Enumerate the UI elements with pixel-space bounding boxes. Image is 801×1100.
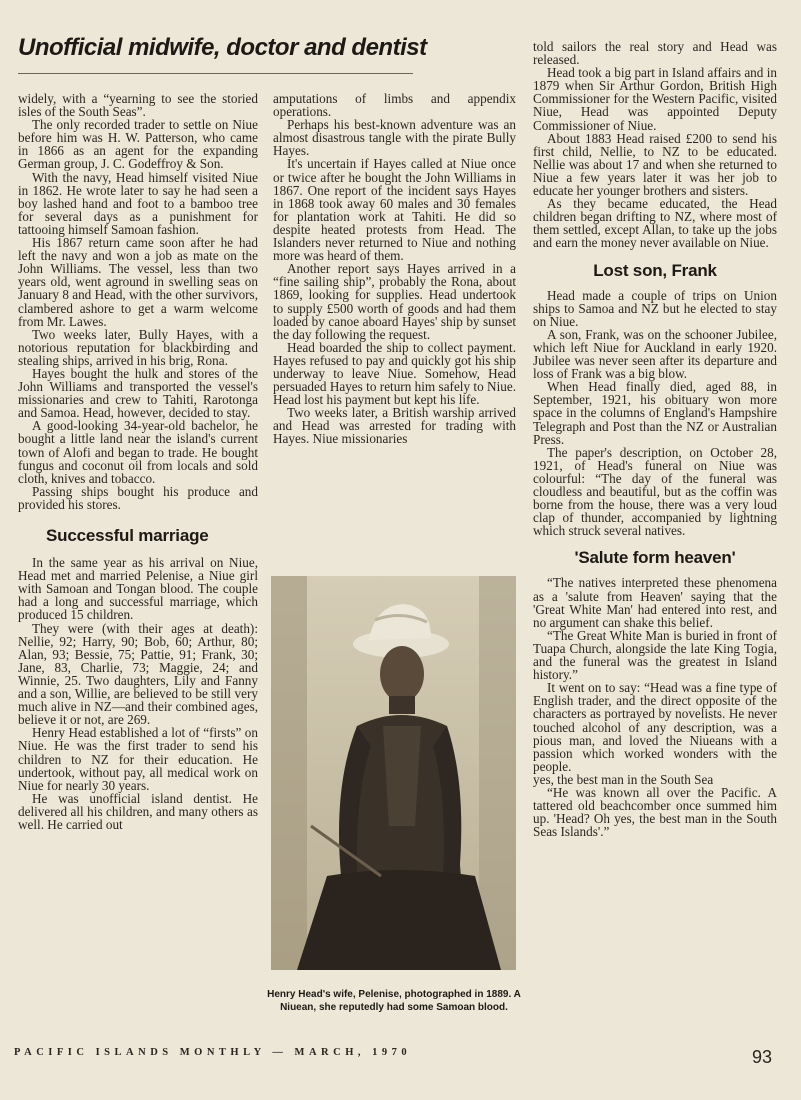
paragraph: As they became educated, the Head children began drifting to NZ, where most of them settled, except Allan, to take up the jobs and earn the money never available on Niue.: [533, 196, 777, 251]
column-2: [273, 92, 516, 559]
paragraph: Two weeks later, a British warship arrived and Head was arrested for trading with Hayes. Niue missionaries: [273, 405, 516, 447]
paragraph: Head made a couple of trips on Union ships to Samoa and NZ but he elected to stay on Niue.: [533, 287, 777, 329]
paragraph: He was unofficial island dentist. He delivered all his children, and many others as well. He carried out: [18, 790, 258, 832]
paragraph: Perhaps his best-known adventure was an almost disastrous tangle with the pirate Bully Hayes.: [273, 117, 516, 159]
title-rule: [18, 73, 413, 74]
paragraph: The only recorded trader to settle on Niue before him was H. W. Patterson, who came in 1866 as an agent for the expanding German group, J. C. Godeffroy & Son.: [18, 117, 258, 172]
paragraph: It's uncertain if Hayes called at Niue once or twice after he bought the John Williams in 1867. One report of the incident says Hayes in 1868 took away 60 males and 30 females for plantation work at Tahiti. He did so despite heated protests from Head. The Islanders never returned to Niue and nothing more was heard of them.: [273, 156, 516, 264]
paragraph: Head took a big part in Island affairs and in 1879 when Sir Arthur Gordon, British High Commissioner for the Western Pacific, visited Niue, Head was appointed Deputy Commissioner of Niue.: [533, 65, 777, 133]
paragraph: With the navy, Head himself visited Niue in 1862. He wrote later to say he had seen a boy lashed hand and foot to a bamboo tree for several days as a punishment for tattooing himself Samoan fashion.: [18, 169, 258, 237]
footer-masthead: PACIFIC ISLANDS MONTHLY — MARCH, 1970: [14, 1047, 412, 1058]
paragraph: About 1883 Head raised £200 to send his first child, Nellie, to NZ to be educated. Nellie was about 17 and when she returned to Niue a few years later it was her job to educate her younger brothers and sisters.: [533, 130, 777, 199]
subhead-lost-son-frank: Lost son, Frank: [593, 260, 717, 280]
paragraph: They were (with their ages at death): Nellie, 92; Harry, 90; Bob, 60; Arthur, 80; Alan, 93; Bessie, 75; Pattie, 91; Frank, 30; Jane, 83, Charlie, 73; Maggie, 24; and Winnie, 25. Two daughters, Lily and Fanny and a son, Willie, are believed to be still very much alive in NZ—and their combined ages, believe it or not, are 269.: [18, 620, 258, 728]
paragraph: His 1867 return came soon after he had left the navy and won a job as mate on the John Williams. The vessel, less than two years old, went aground in swelling seas on January 8 and Head, with the other survivors, clambered ashore to get a warm welcome from Mr. Lawes.: [18, 235, 258, 329]
portrait-photo: [271, 576, 516, 970]
paragraph: Two weeks later, Bully Hayes, with a notorious reputation for blackbirding and stealing ships, arrived in his brig, Rona.: [18, 326, 258, 368]
paragraph: In the same year as his arrival on Niue, Head met and married Pelenise, a Niue girl with Samoan and Tongan blood. The couple had a long and successful marriage, which produced 15 children.: [18, 555, 258, 623]
paragraph: Henry Head established a lot of “firsts” on Niue. He was the first trader to send his children to NZ for their education. He undertook, without pay, all medical work on Niue for nearly 30 years.: [18, 725, 258, 793]
paragraph: Another report says Hayes arrived in a “fine sailing ship”, probably the Rona, about 1869, looking for supplies. Head undertook to supply £500 worth of goods and had them loaded by canoe aboard Hayes' ship by sunset the day following the request.: [273, 261, 516, 342]
photo-caption: Henry Head's wife, Pelenise, photographed in 1889. A Niuean, she reputedly had some Samoan blood.: [267, 989, 521, 1013]
subhead-salute-from-heaven: 'Salute form heaven': [574, 548, 736, 568]
page-number: 93: [752, 1047, 773, 1067]
paragraph: told sailors the real story and Head was released.: [533, 40, 777, 68]
paragraph: “The Great White Man is buried in front of Tuapa Church, alongside the late King Togia, and the funeral was the greatest in Island history.”: [533, 627, 777, 683]
paragraph: A good-looking 34-year-old bachelor, he bought a little land near the island's current town of Alofi and began to trade. He bought fungus and coconut oil from locals and sold cloth, knives and tobacco.: [18, 418, 258, 486]
paragraph: Hayes bought the hulk and stores of the John Williams and transported the vessel's missionaries and crew to Tahiti, Rarotonga and Samoa. Head, however, decided to stay.: [18, 365, 258, 421]
paragraph: It went on to say: “Head was a fine type of English trader, and the direct opposite of the characters as portrayed by novelists. He never touched alcohol of any description, was a pious man, and loved the Niueans with a passion which worked wonders with the people.: [533, 680, 777, 774]
paragraph: amputations of limbs and appendix operations.: [273, 92, 516, 120]
paragraph: Head boarded the ship to collect payment. Hayes refused to pay and quickly got his ship underway to leave Niue. Somehow, Head persuaded Hayes to return him safely to Niue. Head lost his payment but kept his life.: [273, 339, 516, 408]
paragraph: yes, the best man in the South Sea: [533, 771, 714, 787]
paragraph: widely, with a “yearning to see the storied isles of the South Seas”.: [18, 92, 258, 120]
paragraph: Passing ships bought his produce and provided his stores.: [18, 483, 258, 512]
subhead-successful-marriage: Successful marriage: [46, 526, 209, 545]
paragraph: “The natives interpreted these phenomena as a 'salute from Heaven' saying that the 'Great White Man' had entered into rest, and no argument can shake this belief.: [533, 575, 777, 630]
column-3: [533, 40, 777, 1035]
column-1: [18, 92, 258, 1032]
paragraph: The paper's description, on October 28, 1921, of Head's funeral on Niue was colourful: “The day of the funeral was cloudless and beautiful, but as the coffin was borne from the house, there was a very loud clap of thunder, accompanied by lightning which struck several natives.: [533, 444, 777, 539]
paragraph: When Head finally died, aged 88, in September, 1921, his obituary won more space in the columns of England's Hampshire Telegraph and Post than the NZ or Australian Press.: [533, 379, 777, 447]
article-title: Unofficial midwife, doctor and dentist: [18, 34, 427, 61]
paragraph: “He was known all over the Pacific. A tattered old beachcomber once summed him up. 'Head? Oh yes, the best man in the South Seas Islands'.”: [533, 784, 777, 840]
paragraph: A son, Frank, was on the schooner Jubilee, which left Niue for Auckland in early 1920. Jubilee was never seen after its departure and loss of Frank was a big blow.: [533, 326, 777, 382]
